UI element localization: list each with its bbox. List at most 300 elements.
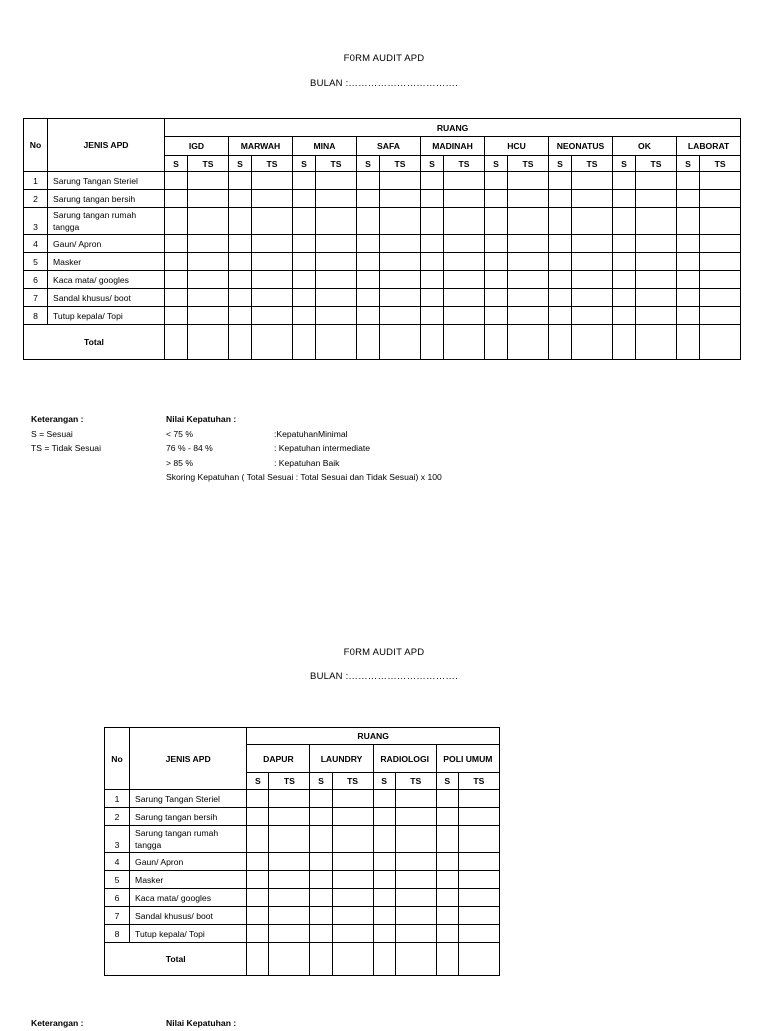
- check-cell[interactable]: [188, 271, 229, 289]
- check-cell[interactable]: [188, 289, 229, 307]
- check-cell[interactable]: [332, 808, 373, 826]
- check-cell[interactable]: [252, 271, 293, 289]
- item-number: 2: [24, 190, 48, 208]
- check-cell[interactable]: [380, 271, 421, 289]
- check-cell[interactable]: [316, 253, 357, 271]
- sesuai-header: S: [613, 156, 636, 172]
- check-cell[interactable]: [188, 253, 229, 271]
- item-number: 8: [105, 925, 130, 943]
- check-cell[interactable]: [332, 790, 373, 808]
- check-cell[interactable]: [269, 808, 310, 826]
- check-cell[interactable]: [444, 253, 485, 271]
- check-cell[interactable]: [373, 889, 395, 907]
- check-cell[interactable]: [549, 190, 572, 208]
- check-cell[interactable]: [636, 271, 677, 289]
- check-cell[interactable]: [636, 208, 677, 235]
- check-cell[interactable]: [165, 289, 188, 307]
- check-cell[interactable]: [444, 271, 485, 289]
- check-cell[interactable]: [549, 289, 572, 307]
- check-cell[interactable]: [677, 190, 700, 208]
- total-cell[interactable]: [310, 943, 332, 976]
- check-cell[interactable]: [485, 289, 508, 307]
- check-cell[interactable]: [247, 907, 269, 925]
- check-cell[interactable]: [395, 871, 436, 889]
- check-cell[interactable]: [572, 208, 613, 235]
- check-cell[interactable]: [252, 253, 293, 271]
- check-cell[interactable]: [444, 190, 485, 208]
- check-cell[interactable]: [229, 235, 252, 253]
- total-row: [105, 943, 500, 976]
- table-row: [105, 871, 500, 889]
- check-cell[interactable]: [310, 907, 332, 925]
- check-cell[interactable]: [252, 208, 293, 235]
- check-cell[interactable]: [310, 808, 332, 826]
- total-cell[interactable]: [395, 943, 436, 976]
- table-row: [105, 826, 500, 853]
- check-cell[interactable]: [613, 271, 636, 289]
- table-row: [24, 235, 741, 253]
- check-cell[interactable]: [293, 271, 316, 289]
- total-cell[interactable]: [700, 325, 741, 360]
- total-cell[interactable]: [458, 943, 499, 976]
- tidak-sesuai-header: TS: [316, 156, 357, 172]
- check-cell[interactable]: [252, 235, 293, 253]
- check-cell[interactable]: [165, 172, 188, 190]
- check-cell[interactable]: [549, 271, 572, 289]
- sesuai-header: S: [247, 773, 269, 790]
- header-ruang: RUANG: [165, 119, 741, 137]
- check-cell[interactable]: [700, 235, 741, 253]
- check-cell[interactable]: [380, 208, 421, 235]
- check-cell[interactable]: [269, 889, 310, 907]
- check-cell[interactable]: [436, 790, 458, 808]
- check-cell[interactable]: [508, 307, 549, 325]
- check-cell[interactable]: [357, 190, 380, 208]
- check-cell[interactable]: [572, 172, 613, 190]
- table-row: [105, 907, 500, 925]
- check-cell[interactable]: [269, 790, 310, 808]
- check-cell[interactable]: [677, 253, 700, 271]
- tidak-sesuai-header: TS: [269, 773, 310, 790]
- header-no: No: [24, 119, 48, 172]
- total-cell[interactable]: [293, 325, 316, 360]
- check-cell[interactable]: [293, 208, 316, 235]
- check-cell[interactable]: [549, 172, 572, 190]
- check-cell[interactable]: [357, 235, 380, 253]
- item-name: Masker: [48, 253, 165, 271]
- check-cell[interactable]: [252, 190, 293, 208]
- check-cell[interactable]: [700, 208, 741, 235]
- check-cell[interactable]: [293, 235, 316, 253]
- item-name: Sandal khusus/ boot: [130, 907, 247, 925]
- check-cell[interactable]: [436, 907, 458, 925]
- nilai-label: Nilai Kepatuhan :: [166, 1018, 237, 1028]
- check-cell[interactable]: [421, 235, 444, 253]
- check-cell[interactable]: [458, 790, 499, 808]
- check-cell[interactable]: [165, 271, 188, 289]
- table-row: [24, 172, 741, 190]
- check-cell[interactable]: [677, 307, 700, 325]
- check-cell[interactable]: [373, 871, 395, 889]
- check-cell[interactable]: [700, 172, 741, 190]
- check-cell[interactable]: [636, 289, 677, 307]
- nilai-range: 76 % - 84 %: [166, 443, 213, 453]
- check-cell[interactable]: [677, 271, 700, 289]
- check-cell[interactable]: [357, 271, 380, 289]
- check-cell[interactable]: [421, 253, 444, 271]
- check-cell[interactable]: [310, 889, 332, 907]
- check-cell[interactable]: [458, 853, 499, 871]
- check-cell[interactable]: [613, 307, 636, 325]
- item-name: Kaca mata/ googles: [48, 271, 165, 289]
- check-cell[interactable]: [332, 826, 373, 853]
- check-cell[interactable]: [458, 808, 499, 826]
- check-cell[interactable]: [188, 235, 229, 253]
- total-cell[interactable]: [613, 325, 636, 360]
- check-cell[interactable]: [188, 190, 229, 208]
- tidak-sesuai-header: TS: [572, 156, 613, 172]
- sesuai-header: S: [485, 156, 508, 172]
- check-cell[interactable]: [508, 172, 549, 190]
- check-cell[interactable]: [613, 235, 636, 253]
- table-row: [24, 208, 741, 235]
- check-cell[interactable]: [613, 190, 636, 208]
- item-name: Sandal khusus/ boot: [48, 289, 165, 307]
- check-cell[interactable]: [700, 253, 741, 271]
- check-cell[interactable]: [677, 172, 700, 190]
- tidak-sesuai-header: TS: [380, 156, 421, 172]
- check-cell[interactable]: [508, 253, 549, 271]
- check-cell[interactable]: [332, 853, 373, 871]
- check-cell[interactable]: [380, 307, 421, 325]
- sesuai-header: S: [293, 156, 316, 172]
- sesuai-header: S: [310, 773, 332, 790]
- check-cell[interactable]: [247, 871, 269, 889]
- check-cell[interactable]: [508, 208, 549, 235]
- keterangan-block: [31, 412, 101, 456]
- check-cell[interactable]: [229, 289, 252, 307]
- nilai-desc: :KepatuhanMinimal: [274, 428, 348, 439]
- total-label: Total: [24, 325, 165, 360]
- check-cell[interactable]: [229, 208, 252, 235]
- check-cell[interactable]: [444, 307, 485, 325]
- check-cell[interactable]: [572, 253, 613, 271]
- check-cell[interactable]: [444, 235, 485, 253]
- check-cell[interactable]: [485, 190, 508, 208]
- check-cell[interactable]: [636, 307, 677, 325]
- check-cell[interactable]: [436, 871, 458, 889]
- check-cell[interactable]: [395, 790, 436, 808]
- check-cell[interactable]: [269, 826, 310, 853]
- check-cell[interactable]: [444, 289, 485, 307]
- nilai-row: [166, 427, 442, 442]
- room-header: DAPUR: [247, 745, 310, 773]
- check-cell[interactable]: [293, 289, 316, 307]
- check-cell[interactable]: [332, 871, 373, 889]
- total-cell[interactable]: [252, 325, 293, 360]
- check-cell[interactable]: [613, 208, 636, 235]
- check-cell[interactable]: [572, 271, 613, 289]
- check-cell[interactable]: [373, 826, 395, 853]
- check-cell[interactable]: [252, 289, 293, 307]
- check-cell[interactable]: [357, 172, 380, 190]
- total-cell[interactable]: [421, 325, 444, 360]
- check-cell[interactable]: [421, 307, 444, 325]
- total-cell[interactable]: [247, 943, 269, 976]
- check-cell[interactable]: [549, 208, 572, 235]
- check-cell[interactable]: [316, 172, 357, 190]
- check-cell[interactable]: [247, 790, 269, 808]
- item-name: Sarung Tangan Steriel: [130, 790, 247, 808]
- form2-bulan: BULAN :…………………………….: [310, 671, 458, 682]
- check-cell[interactable]: [332, 925, 373, 943]
- total-cell[interactable]: [332, 943, 373, 976]
- check-cell[interactable]: [508, 289, 549, 307]
- check-cell[interactable]: [572, 289, 613, 307]
- check-cell[interactable]: [421, 172, 444, 190]
- room-header: MADINAH: [421, 137, 485, 156]
- check-cell[interactable]: [229, 190, 252, 208]
- check-cell[interactable]: [677, 289, 700, 307]
- item-number: 8: [24, 307, 48, 325]
- check-cell[interactable]: [508, 271, 549, 289]
- check-cell[interactable]: [436, 853, 458, 871]
- check-cell[interactable]: [677, 208, 700, 235]
- check-cell[interactable]: [269, 907, 310, 925]
- item-name: Tutup kepala/ Topi: [130, 925, 247, 943]
- check-cell[interactable]: [357, 307, 380, 325]
- item-name: Tutup kepala/ Topi: [48, 307, 165, 325]
- total-cell[interactable]: [508, 325, 549, 360]
- check-cell[interactable]: [444, 208, 485, 235]
- check-cell[interactable]: [380, 235, 421, 253]
- check-cell[interactable]: [613, 289, 636, 307]
- check-cell[interactable]: [310, 826, 332, 853]
- check-cell[interactable]: [332, 889, 373, 907]
- check-cell[interactable]: [700, 307, 741, 325]
- check-cell[interactable]: [188, 172, 229, 190]
- check-cell[interactable]: [310, 853, 332, 871]
- check-cell[interactable]: [316, 190, 357, 208]
- check-cell[interactable]: [316, 271, 357, 289]
- total-cell[interactable]: [677, 325, 700, 360]
- check-cell[interactable]: [165, 208, 188, 235]
- total-cell[interactable]: [572, 325, 613, 360]
- check-cell[interactable]: [572, 235, 613, 253]
- room-header: IGD: [165, 137, 229, 156]
- check-cell[interactable]: [247, 853, 269, 871]
- item-number: 5: [105, 871, 130, 889]
- check-cell[interactable]: [247, 808, 269, 826]
- check-cell[interactable]: [229, 253, 252, 271]
- check-cell[interactable]: [421, 289, 444, 307]
- check-cell[interactable]: [395, 808, 436, 826]
- check-cell[interactable]: [636, 190, 677, 208]
- check-cell[interactable]: [380, 253, 421, 271]
- total-cell[interactable]: [380, 325, 421, 360]
- check-cell[interactable]: [188, 208, 229, 235]
- check-cell[interactable]: [247, 826, 269, 853]
- check-cell[interactable]: [310, 871, 332, 889]
- check-cell[interactable]: [677, 235, 700, 253]
- check-cell[interactable]: [613, 172, 636, 190]
- total-cell[interactable]: [444, 325, 485, 360]
- check-cell[interactable]: [373, 790, 395, 808]
- check-cell[interactable]: [458, 907, 499, 925]
- check-cell[interactable]: [357, 208, 380, 235]
- check-cell[interactable]: [229, 172, 252, 190]
- check-cell[interactable]: [357, 253, 380, 271]
- check-cell[interactable]: [395, 907, 436, 925]
- check-cell[interactable]: [485, 235, 508, 253]
- total-cell[interactable]: [373, 943, 395, 976]
- check-cell[interactable]: [636, 253, 677, 271]
- total-cell[interactable]: [229, 325, 252, 360]
- check-cell[interactable]: [293, 253, 316, 271]
- check-cell[interactable]: [373, 907, 395, 925]
- total-cell[interactable]: [485, 325, 508, 360]
- check-cell[interactable]: [357, 289, 380, 307]
- check-cell[interactable]: [436, 889, 458, 907]
- check-cell[interactable]: [316, 307, 357, 325]
- check-cell[interactable]: [310, 790, 332, 808]
- check-cell[interactable]: [269, 871, 310, 889]
- check-cell[interactable]: [508, 190, 549, 208]
- check-cell[interactable]: [332, 907, 373, 925]
- check-cell[interactable]: [395, 853, 436, 871]
- check-cell[interactable]: [458, 925, 499, 943]
- check-cell[interactable]: [269, 925, 310, 943]
- table-row: [24, 271, 741, 289]
- check-cell[interactable]: [252, 172, 293, 190]
- check-cell[interactable]: [421, 190, 444, 208]
- total-cell[interactable]: [357, 325, 380, 360]
- form1-bulan: BULAN :…………………………….: [310, 78, 458, 89]
- item-number: 1: [24, 172, 48, 190]
- check-cell[interactable]: [613, 253, 636, 271]
- check-cell[interactable]: [636, 235, 677, 253]
- check-cell[interactable]: [485, 271, 508, 289]
- check-cell[interactable]: [373, 853, 395, 871]
- total-cell[interactable]: [188, 325, 229, 360]
- item-number: 5: [24, 253, 48, 271]
- table-row: [105, 889, 500, 907]
- tidak-sesuai-header: TS: [252, 156, 293, 172]
- check-cell[interactable]: [508, 235, 549, 253]
- total-cell[interactable]: [165, 325, 188, 360]
- item-number: 2: [105, 808, 130, 826]
- keterangan-s: S = Sesuai: [31, 428, 73, 439]
- check-cell[interactable]: [247, 925, 269, 943]
- check-cell[interactable]: [380, 172, 421, 190]
- check-cell[interactable]: [485, 208, 508, 235]
- check-cell[interactable]: [373, 808, 395, 826]
- item-name: Kaca mata/ googles: [130, 889, 247, 907]
- sesuai-header: S: [421, 156, 444, 172]
- check-cell[interactable]: [700, 289, 741, 307]
- check-cell[interactable]: [700, 190, 741, 208]
- item-name: Sarung tangan bersih: [130, 808, 247, 826]
- check-cell[interactable]: [549, 253, 572, 271]
- check-cell[interactable]: [421, 271, 444, 289]
- room-header: LABORAT: [677, 137, 741, 156]
- check-cell[interactable]: [458, 826, 499, 853]
- check-cell[interactable]: [395, 826, 436, 853]
- tidak-sesuai-header: TS: [188, 156, 229, 172]
- check-cell[interactable]: [700, 271, 741, 289]
- check-cell[interactable]: [188, 307, 229, 325]
- check-cell[interactable]: [165, 253, 188, 271]
- check-cell[interactable]: [252, 307, 293, 325]
- table-row: [24, 253, 741, 271]
- total-cell[interactable]: [316, 325, 357, 360]
- check-cell[interactable]: [395, 889, 436, 907]
- header-jenis-apd: JENIS APD: [130, 728, 247, 790]
- check-cell[interactable]: [316, 208, 357, 235]
- check-cell[interactable]: [165, 190, 188, 208]
- table-row: [105, 808, 500, 826]
- item-name: Sarung tangan rumah tangga: [48, 208, 165, 235]
- check-cell[interactable]: [373, 925, 395, 943]
- check-cell[interactable]: [247, 889, 269, 907]
- total-cell[interactable]: [436, 943, 458, 976]
- check-cell[interactable]: [572, 190, 613, 208]
- check-cell[interactable]: [395, 925, 436, 943]
- check-cell[interactable]: [458, 871, 499, 889]
- check-cell[interactable]: [165, 307, 188, 325]
- item-number: 4: [105, 853, 130, 871]
- form1-title: F0RM AUDIT APD: [343, 53, 425, 64]
- check-cell[interactable]: [485, 172, 508, 190]
- check-cell[interactable]: [380, 289, 421, 307]
- check-cell[interactable]: [229, 271, 252, 289]
- check-cell[interactable]: [485, 307, 508, 325]
- check-cell[interactable]: [229, 307, 252, 325]
- check-cell[interactable]: [458, 889, 499, 907]
- check-cell[interactable]: [572, 307, 613, 325]
- check-cell[interactable]: [293, 307, 316, 325]
- check-cell[interactable]: [316, 235, 357, 253]
- tidak-sesuai-header: TS: [444, 156, 485, 172]
- room-header: MARWAH: [229, 137, 293, 156]
- check-cell[interactable]: [380, 190, 421, 208]
- check-cell[interactable]: [269, 853, 310, 871]
- total-cell[interactable]: [269, 943, 310, 976]
- check-cell[interactable]: [310, 925, 332, 943]
- check-cell[interactable]: [165, 235, 188, 253]
- check-cell[interactable]: [444, 172, 485, 190]
- nilai-kepatuhan-block: [166, 412, 442, 485]
- check-cell[interactable]: [549, 307, 572, 325]
- check-cell[interactable]: [436, 808, 458, 826]
- check-cell[interactable]: [636, 172, 677, 190]
- table-row: [24, 190, 741, 208]
- header-ruang: RUANG: [247, 728, 500, 745]
- check-cell[interactable]: [436, 925, 458, 943]
- check-cell[interactable]: [436, 826, 458, 853]
- check-cell[interactable]: [293, 172, 316, 190]
- total-cell[interactable]: [636, 325, 677, 360]
- total-cell[interactable]: [549, 325, 572, 360]
- item-number: 7: [105, 907, 130, 925]
- check-cell[interactable]: [316, 289, 357, 307]
- item-name: Sarung tangan bersih: [48, 190, 165, 208]
- check-cell[interactable]: [293, 190, 316, 208]
- check-cell[interactable]: [421, 208, 444, 235]
- check-cell[interactable]: [485, 253, 508, 271]
- check-cell[interactable]: [549, 235, 572, 253]
- item-name: Sarung Tangan Steriel: [48, 172, 165, 190]
